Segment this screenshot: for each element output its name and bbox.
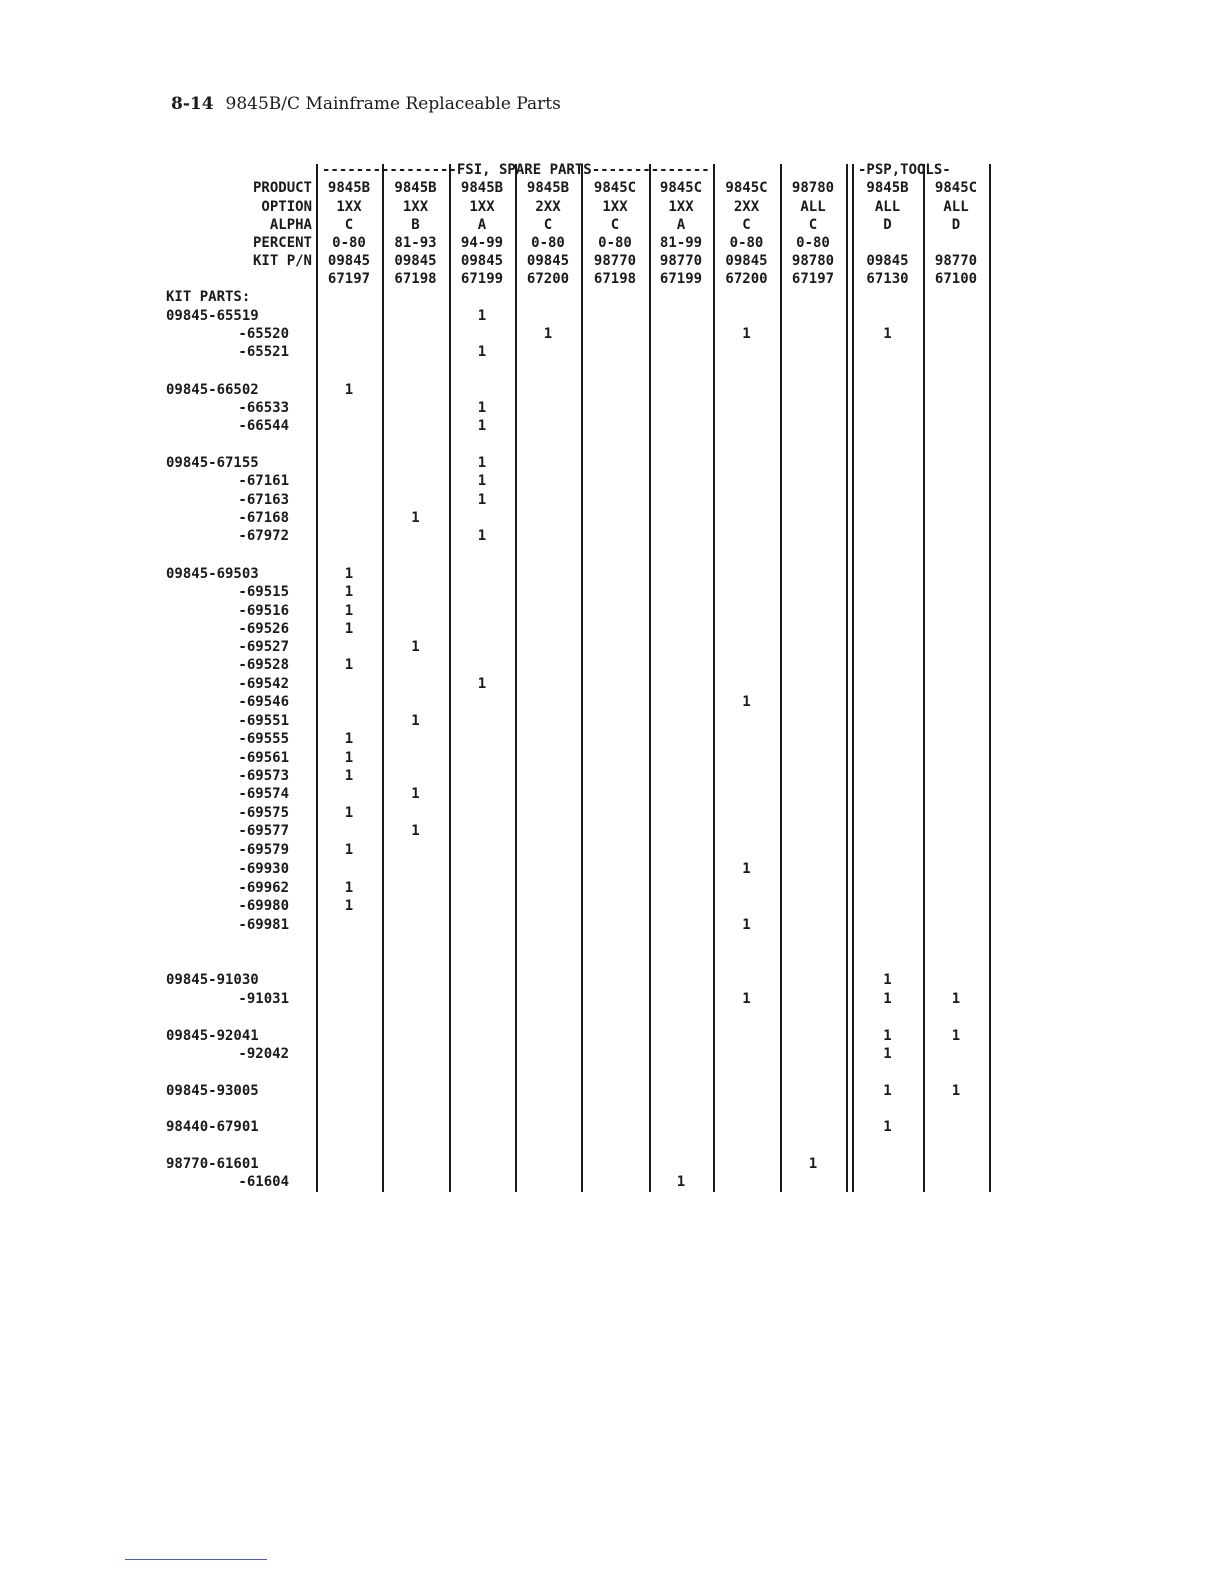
part-number: -91031 [238,991,289,1007]
kit-pn-cell: 98780 [791,253,835,269]
quantity-cell: 1 [883,1083,892,1099]
kit-pn-suffix-cell: 67200 [725,271,768,287]
part-number: -66544 [238,418,289,434]
quantity-cell: 1 [883,1119,892,1135]
kit-pn-cell: 09845 [327,253,371,269]
part-number: -69962 [238,880,289,896]
part-number: -69573 [238,768,289,784]
part-number: -69577 [238,823,289,839]
product-cell: 9845B [327,180,371,196]
part-number: -67161 [238,473,289,489]
quantity-cell: 1 [742,917,751,933]
part-number: -69579 [238,842,289,858]
column-separator [923,164,925,1192]
option-cell: 1XX [602,199,628,215]
product-cell: 9845C [725,180,768,196]
part-number: -69528 [238,657,289,673]
part-number: 09845-92041 [166,1028,259,1044]
percent-cell: 0-80 [531,235,565,251]
quantity-cell: 1 [344,731,354,747]
part-number: -69527 [238,639,289,655]
fsi-spare-parts-band: ----------------FSI, SPARE PARTS-------------- [322,162,710,178]
part-number: -69542 [238,676,289,692]
quantity-cell: 1 [344,880,354,896]
quantity-cell: 1 [411,713,420,729]
product-cell: 9845B [394,180,437,196]
product-cell: 9845C [593,180,637,196]
part-number: 09845-91030 [166,972,259,988]
part-number: 98770-61601 [166,1156,259,1172]
quantity-cell: 1 [883,326,892,342]
quantity-cell: 1 [411,639,420,655]
quantity-cell: 1 [344,382,354,398]
quantity-cell: 1 [344,603,354,619]
page-title: 9845B/C Mainframe Replaceable Parts [225,94,561,114]
kit-pn-suffix-cell: 67197 [327,271,371,287]
kit-pn-suffix-cell: 67198 [593,271,637,287]
alpha-cell: C [808,217,818,233]
option-cell: ALL [800,199,826,215]
alpha-cell: B [411,217,420,233]
percent-cell: 0-80 [729,235,764,251]
psp-tools-band: -PSP,TOOLS- [858,162,951,178]
quantity-cell: 1 [742,326,751,342]
quantity-cell: 1 [477,418,487,434]
quantity-cell: 1 [344,621,354,637]
alpha-cell: A [477,217,487,233]
part-number: -65521 [238,344,289,360]
part-number: 09845-93005 [166,1083,259,1099]
kit-pn-suffix-cell: 67199 [460,271,504,287]
kit-pn-cell: 09845 [526,253,570,269]
part-number: 09845-69503 [166,566,259,582]
product-cell: 9845C [934,180,978,196]
quantity-cell: 1 [477,455,487,471]
part-number: 09845-65519 [166,308,259,324]
quantity-cell: 1 [344,584,354,600]
kit-pn-suffix-cell: 67130 [866,271,909,287]
quantity-cell: 1 [344,566,354,582]
kit-pn-cell: 09845 [866,253,909,269]
part-number: -67972 [238,528,289,544]
column-separator [316,164,318,1192]
column-separator [852,164,854,1192]
part-number: -69981 [238,917,289,933]
kit-pn-label: KIT P/N [252,253,312,269]
alpha-label: ALPHA [269,217,312,233]
quantity-cell: 1 [951,1083,961,1099]
product-cell: 9845B [866,180,909,196]
part-number: -67163 [238,492,289,508]
quantity-cell: 1 [477,676,487,692]
option-cell: ALL [943,199,969,215]
quantity-cell: 1 [344,898,354,914]
quantity-cell: 1 [883,972,892,988]
quantity-cell: 1 [344,657,354,673]
column-separator [449,164,451,1192]
part-number: -69515 [238,584,289,600]
quantity-cell: 1 [344,842,354,858]
quantity-cell: 1 [344,768,354,784]
part-number: -69551 [238,713,289,729]
alpha-cell: C [344,217,354,233]
quantity-cell: 1 [742,991,751,1007]
quantity-cell: 1 [477,308,487,324]
quantity-cell: 1 [951,991,961,1007]
option-cell: 1XX [469,199,495,215]
alpha-cell: C [742,217,751,233]
quantity-cell: 1 [477,400,487,416]
part-number: 98440-67901 [166,1119,259,1135]
alpha-cell: D [883,217,892,233]
part-number: -69546 [238,694,289,710]
alpha-cell: C [610,217,620,233]
kit-pn-suffix-cell: 67100 [934,271,978,287]
quantity-cell: 1 [676,1174,686,1190]
kit-pn-suffix-cell: 67197 [791,271,835,287]
part-number: -67168 [238,510,289,526]
part-number: -65520 [238,326,289,342]
quantity-cell: 1 [344,750,354,766]
part-number: -69574 [238,786,289,802]
quantity-cell: 1 [477,492,487,508]
quantity-cell: 1 [411,786,420,802]
kit-pn-suffix-cell: 67200 [526,271,570,287]
column-separator [989,164,991,1192]
quantity-cell: 1 [883,991,892,1007]
part-number: -69555 [238,731,289,747]
page-header [171,94,561,114]
option-cell: 1XX [668,199,694,215]
quantity-cell: 1 [951,1028,961,1044]
quantity-cell: 1 [883,1046,892,1062]
option-cell: ALL [874,199,901,215]
part-number: -92042 [238,1046,289,1062]
column-separator [780,164,782,1192]
kit-pn-suffix-cell: 67199 [659,271,703,287]
quantity-cell: 1 [742,694,751,710]
part-number: -61604 [238,1174,289,1190]
column-separator [382,164,384,1192]
quantity-cell: 1 [477,473,487,489]
alpha-cell: D [951,217,961,233]
percent-cell: 94-99 [460,235,504,251]
product-label: PRODUCT [252,180,312,196]
page-number: 8-14 [171,94,214,114]
quantity-cell: 1 [543,326,553,342]
part-number: -69526 [238,621,289,637]
percent-cell: 81-99 [659,235,703,251]
column-separator [581,164,583,1192]
quantity-cell: 1 [808,1156,818,1172]
quantity-cell: 1 [411,510,420,526]
part-number: -69980 [238,898,289,914]
footer-rule [125,1559,267,1560]
alpha-cell: C [543,217,553,233]
product-cell: 9845C [659,180,703,196]
quantity-cell: 1 [883,1028,892,1044]
product-cell: 9845B [460,180,504,196]
kit-parts-label: KIT PARTS: [166,289,251,305]
kit-pn-cell: 09845 [460,253,504,269]
alpha-cell: A [676,217,686,233]
part-number: -69516 [238,603,289,619]
kit-pn-cell: 09845 [725,253,768,269]
part-number: 09845-67155 [166,455,259,471]
option-cell: 2XX [733,199,760,215]
percent-label: PERCENT [252,235,312,251]
percent-cell: 0-80 [332,235,366,251]
column-separator [649,164,651,1192]
quantity-cell: 1 [411,823,420,839]
kit-pn-suffix-cell: 67198 [394,271,437,287]
column-separator [713,164,715,1192]
quantity-cell: 1 [742,861,751,877]
option-cell: 2XX [535,199,561,215]
kit-pn-cell: 98770 [659,253,703,269]
option-cell: 1XX [336,199,362,215]
product-cell: 98780 [791,180,835,196]
column-separator [515,164,517,1192]
percent-cell: 0-80 [796,235,830,251]
part-number: 09845-66502 [166,382,259,398]
column-separator [846,164,848,1192]
product-cell: 9845B [526,180,570,196]
option-cell: 1XX [402,199,429,215]
part-number: -66533 [238,400,289,416]
part-number: -69930 [238,861,289,877]
percent-cell: 81-93 [394,235,437,251]
kit-pn-cell: 98770 [593,253,637,269]
percent-cell: 0-80 [598,235,632,251]
option-label: OPTION [261,199,312,215]
quantity-cell: 1 [477,528,487,544]
part-number: -69575 [238,805,289,821]
kit-pn-cell: 98770 [934,253,978,269]
quantity-cell: 1 [477,344,487,360]
part-number: -69561 [238,750,289,766]
kit-pn-cell: 09845 [394,253,437,269]
quantity-cell: 1 [344,805,354,821]
